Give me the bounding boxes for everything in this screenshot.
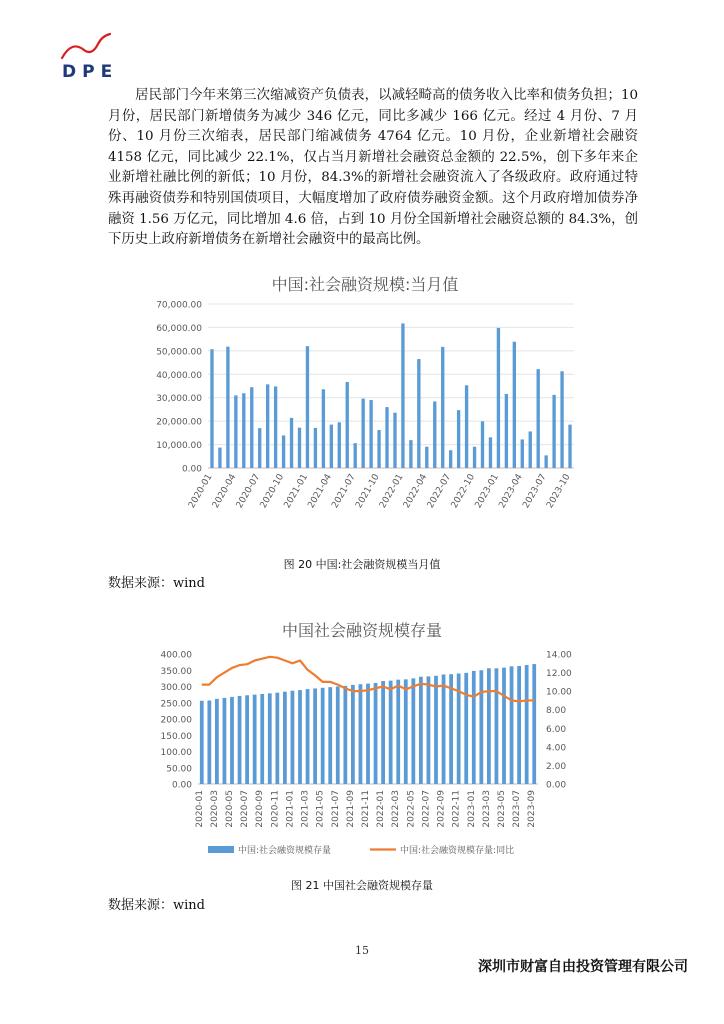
chart2-xtick-label: 2022-01 [376, 790, 387, 828]
chart1-xtick-label: 2020-04 [210, 472, 239, 511]
chart1-bar [433, 401, 436, 468]
chart1-xtick-label: 2021-10 [354, 472, 382, 511]
chart2-y2tick-label: 2.00 [546, 761, 567, 772]
company-name: 深圳市财富自由投资管理有限公司 [478, 959, 688, 975]
chart2-bar [381, 681, 385, 784]
chart1-ytick-label: 50,000.00 [156, 347, 202, 358]
chart1-bar [544, 455, 547, 468]
chart2-legend-bar-swatch [208, 846, 234, 853]
chart2-xtick-label: 2022-05 [406, 790, 417, 828]
chart2-ytick-label: 300.00 [160, 683, 192, 693]
chart2-bar [215, 699, 219, 784]
chart1-bar [346, 382, 349, 468]
chart2-bar [200, 701, 204, 784]
chart2-bar [442, 674, 446, 784]
chart1-xtick-label: 2022-01 [378, 472, 406, 511]
chart2-bar [495, 668, 499, 784]
chart2-bar [532, 664, 536, 784]
chart1-title: 中国:社会融资规模:当月值 [271, 275, 459, 294]
chart1-bar [306, 346, 309, 468]
chart1-xtick-label: 2022-07 [425, 472, 454, 511]
chart1-bar [210, 349, 213, 468]
chart1-bar [409, 440, 412, 468]
chart2-xtick-label: 2021-01 [285, 790, 296, 828]
chart2-bar [336, 687, 340, 785]
chart1-bar [425, 447, 428, 468]
chart2-y2tick-label: 12.00 [546, 669, 572, 680]
paragraph-text: 居民部门今年来第三次缩减资产负债表，以减轻畸高的债务收入比率和债务负担；10月份，居民部门新增债务为减少 346 亿元，同比多减少 166 亿元。经过 4 月份、7 月份、10 月份三次缩表，居民部门缩减债务 4764 亿元。10 月份，企业新增社会融资 4158 亿元，同比减少 22.1%，仅占当月新增社会融资总金额的 22.5%，创下多年来企业新增社融比例的新低；10 月份，84.3%的新增社会融资流入了各级政府。政府通过特殊再融资债券和特别国债项目，大幅度增加了政府债券融资金额。这个月政府增加债券净融资 1.56 万亿元，同比增加 4.6 倍，占到 10 月份全国新增社会融资总额的 84.3%，创下历史上政府新增债务在新增社会融资中的最高比例。 [108, 88, 638, 248]
figure20-source: 数据来源：wind [108, 576, 205, 591]
chart2-bar [253, 695, 257, 784]
chart2-afre-stock [138, 642, 594, 870]
chart1-bar [258, 428, 261, 468]
chart2-xtick-label: 2023-05 [497, 790, 507, 828]
chart2-ytick-label: 50.00 [166, 764, 192, 775]
chart2-xtick-label: 2020-05 [225, 790, 235, 828]
chart2-xtick-label: 2021-09 [345, 790, 356, 828]
chart1-bar [218, 448, 221, 468]
chart2-bar [238, 696, 242, 784]
chart2-bar [343, 686, 347, 784]
chart2-y2tick-label: 8.00 [546, 706, 567, 717]
chart1-bar [473, 447, 476, 468]
figure20-caption: 图 20 中国:社会融资规模当月值 [283, 558, 441, 571]
chart2-bar [268, 693, 272, 784]
chart1-ytick-label: 10,000.00 [156, 441, 202, 452]
chart1-xtick-label: 2022-04 [401, 472, 430, 511]
chart2-title: 中国社会融资规模存量 [281, 621, 442, 640]
chart1-bar [465, 385, 468, 468]
chart2-xtick-label: 2023-09 [527, 790, 538, 828]
chart2-y2tick-label: 10.00 [546, 687, 572, 698]
chart1-bar [537, 369, 540, 468]
chart1-xtick-label: 2022-10 [449, 472, 478, 511]
chart1-xtick-label: 2021-01 [282, 472, 311, 511]
chart2-bar [359, 684, 363, 784]
chart1-bar [385, 407, 388, 468]
chart2-bar [351, 685, 355, 784]
chart2-xtick-label: 2022-09 [436, 790, 447, 828]
chart2-xtick-label: 2022-07 [421, 790, 432, 828]
chart1-bar [513, 342, 516, 468]
chart1-ytick-label: 40,000.00 [156, 370, 202, 381]
chart1-bar [274, 386, 277, 468]
chart1-bar [369, 400, 372, 468]
chart2-ytick-label: 350.00 [160, 666, 192, 677]
chart1-xtick-label: 2020-01 [187, 472, 215, 511]
chart2-bar [223, 698, 227, 784]
chart2-bar [321, 688, 325, 784]
chart1-ytick-label: 0.00 [181, 464, 202, 475]
chart1-bar [250, 387, 253, 468]
chart2-xtick-label: 2020-09 [255, 790, 266, 828]
chart2-bar [449, 674, 453, 784]
chart1-bar [497, 328, 500, 468]
chart2-ytick-label: 400.00 [160, 650, 192, 661]
chart1-bar [552, 395, 555, 468]
chart2-bar [374, 683, 378, 784]
chart2-bar [389, 681, 393, 784]
chart1-bar [330, 425, 333, 468]
page-number: 15 [355, 944, 369, 957]
chart2-bar [525, 665, 529, 784]
chart2-xtick-label: 2022-11 [451, 790, 462, 828]
chart2-legend-bar-label: 中国:社会融资规模存量 [238, 846, 332, 856]
chart1-bar [290, 418, 293, 468]
chart2-ytick-label: 100.00 [160, 748, 192, 758]
chart2-xtick-label: 2020-07 [240, 790, 251, 828]
chart2-xtick-label: 2020-11 [270, 790, 281, 828]
chart2-bar [464, 673, 468, 784]
chart2-legend-line-label: 中国:社会融资规模存量:同比 [400, 846, 515, 856]
chart2-ytick-label: 150.00 [160, 731, 192, 742]
chart1-xtick-label: 2023-07 [521, 472, 549, 511]
chart2-ytick-label: 0.00 [171, 780, 192, 791]
chart1-bar [505, 394, 508, 468]
chart1-bar [521, 439, 524, 468]
chart1-bar [377, 430, 380, 468]
chart1-bar [401, 323, 404, 468]
chart2-bar [313, 688, 317, 784]
chart1-bar [234, 395, 237, 468]
chart1-ytick-label: 60,000.00 [156, 323, 202, 334]
chart2-xtick-label: 2021-05 [315, 790, 326, 828]
chart1-bar [449, 450, 452, 468]
chart1-bar [529, 431, 532, 468]
chart2-bar [366, 684, 370, 784]
chart2-xtick-label: 2022-03 [391, 790, 402, 828]
chart1-bar [354, 443, 357, 468]
chart1-bar [481, 421, 484, 468]
chart1-bar [322, 389, 325, 468]
chart1-bar [568, 425, 571, 468]
chart2-bar [472, 671, 476, 784]
chart2-bar [291, 691, 295, 784]
chart2-bar [510, 666, 514, 784]
chart2-xtick-label: 2021-11 [361, 790, 371, 828]
chart1-bar [298, 428, 301, 468]
chart2-y2tick-label: 4.00 [546, 743, 567, 754]
chart1-bar [441, 347, 444, 468]
chart2-ytick-label: 200.00 [160, 715, 192, 726]
chart2-bar [419, 677, 423, 784]
chart2-bar [434, 676, 438, 784]
chart1-bar [266, 384, 269, 468]
chart2-bar [404, 679, 408, 784]
chart1-bar [489, 437, 492, 468]
chart1-ytick-label: 30,000.00 [156, 394, 202, 405]
chart1-xtick-label: 2023-10 [545, 472, 573, 511]
chart2-bar [427, 676, 431, 784]
body-paragraph [108, 86, 638, 251]
chart1-monthly-afre [140, 296, 590, 526]
chart2-bar [328, 687, 332, 784]
figure21-source: 数据来源：wind [108, 898, 205, 913]
chart2-bar [230, 697, 234, 784]
chart2-bar [479, 670, 483, 784]
chart1-ytick-label: 20,000.00 [156, 417, 202, 428]
chart1-xtick-label: 2021-07 [330, 472, 358, 511]
chart1-bar [282, 435, 285, 468]
chart2-ytick-label: 250.00 [160, 699, 192, 710]
chart1-bar [242, 393, 245, 468]
chart1-xtick-label: 2020-10 [258, 472, 287, 511]
chart1-xtick-label: 2023-01 [473, 472, 502, 511]
chart2-xtick-label: 2021-03 [300, 790, 311, 828]
chart1-bar [314, 428, 317, 468]
chart1-xtick-label: 2020-07 [234, 472, 263, 511]
chart1-xtick-label: 2023-04 [497, 472, 525, 511]
chart2-bar [411, 678, 415, 784]
chart2-bar [396, 680, 400, 784]
chart2-xtick-label: 2020-01 [194, 790, 205, 828]
chart2-bar [260, 694, 264, 784]
chart1-bar [560, 371, 563, 468]
chart2-y2tick-label: 0.00 [546, 780, 567, 791]
chart2-xtick-label: 2021-07 [330, 790, 341, 828]
chart2-xtick-label: 2023-07 [512, 790, 523, 828]
chart2-bar [283, 692, 287, 784]
chart1-bar [361, 399, 364, 468]
chart2-xtick-label: 2023-01 [466, 790, 477, 828]
chart2-bar [207, 700, 211, 784]
logo-text: DPE [62, 62, 119, 82]
chart2-y2tick-label: 14.00 [546, 650, 572, 661]
chart1-bar [226, 347, 229, 468]
chart1-ytick-label: 70,000.00 [156, 300, 202, 311]
chart2-bar [245, 695, 249, 784]
figure21-caption: 图 21 中国社会融资规模存量 [291, 879, 433, 892]
chart1-bar [457, 410, 460, 468]
chart2-bar [502, 668, 506, 784]
chart2-bar [306, 689, 310, 784]
chart2-bar [487, 668, 491, 784]
chart2-bar [517, 666, 521, 784]
chart1-bar [338, 422, 341, 468]
chart2-bar [298, 690, 302, 784]
chart2-xtick-label: 2020-03 [209, 790, 220, 828]
chart2-bar [275, 693, 279, 784]
chart1-bar [393, 413, 396, 468]
chart2-xtick-label: 2023-03 [481, 790, 492, 828]
chart1-bar [417, 359, 420, 468]
chart1-xtick-label: 2021-04 [306, 472, 334, 511]
chart2-y2tick-label: 6.00 [546, 724, 567, 735]
